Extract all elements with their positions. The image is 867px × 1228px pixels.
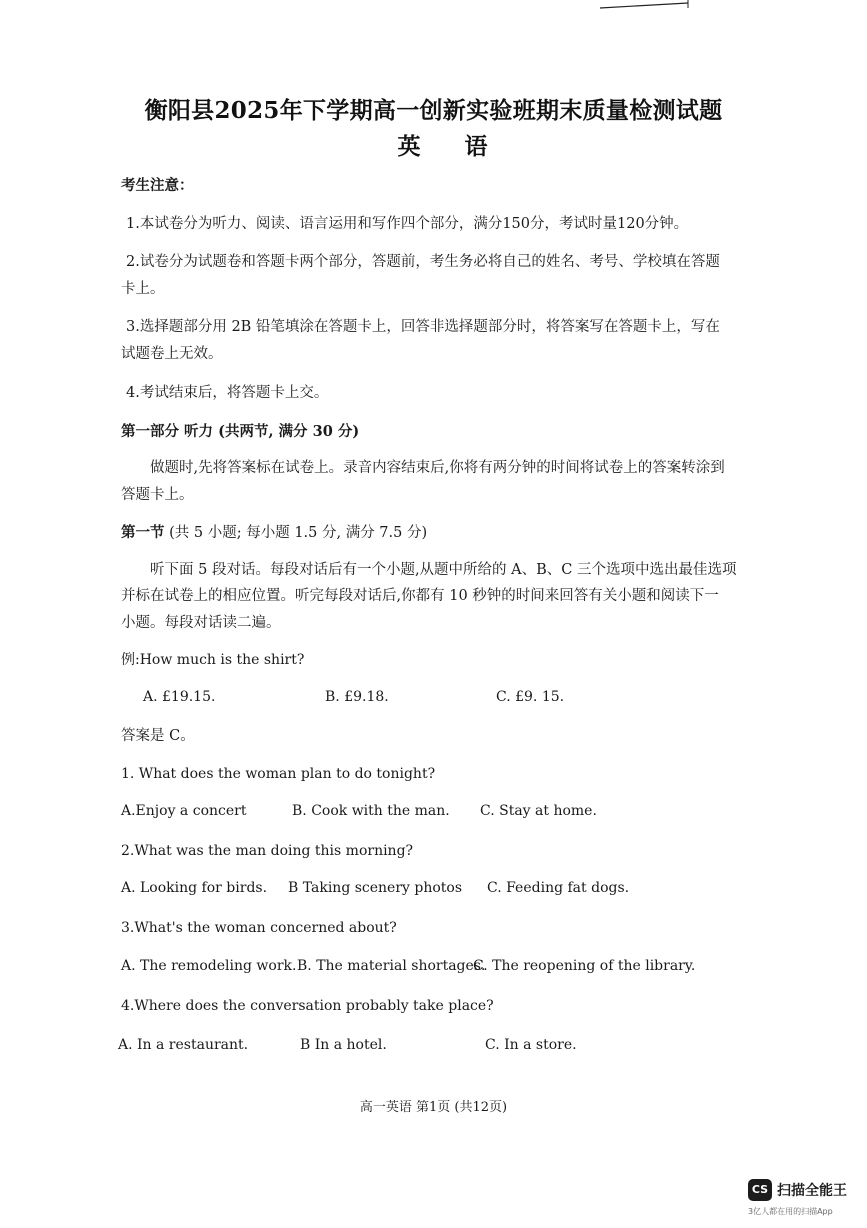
part1-intro: 做题时,先将答案标在试卷上。录音内容结束后,你将有两分钟的时间将试卷上的答案转涂到 bbox=[150, 460, 725, 476]
watermark-app-name: 扫描全能王 bbox=[777, 1183, 847, 1199]
q3-option-c: C. The reopening of the library. bbox=[473, 958, 696, 974]
notice-item: 2.试卷分为试题卷和答题卡两个部分，答题前，考生务必将自己的姓名、考号、学校填在答题 bbox=[126, 254, 720, 270]
q1-option-b: B. Cook with the man. bbox=[292, 803, 450, 819]
part1-intro: 答题卡上。 bbox=[121, 487, 194, 503]
question-1: 1. What does the woman plan to do tonight? bbox=[121, 766, 436, 782]
q3-option-a: A. The remodeling work. bbox=[121, 958, 297, 974]
example-option-b: B. £9.18. bbox=[325, 689, 389, 705]
section1-label: 第一节 bbox=[121, 524, 165, 541]
q4-option-c: C. In a store. bbox=[485, 1037, 577, 1053]
q4-option-a: A. In a restaurant. bbox=[118, 1037, 249, 1053]
part1-heading: 第一部分 听力 (共两节, 满分 30 分) bbox=[121, 423, 360, 440]
example-question: 例:How much is the shirt? bbox=[121, 652, 305, 668]
notice-item: 卡上。 bbox=[121, 281, 165, 297]
question-2: 2.What was the man doing this morning? bbox=[121, 843, 414, 859]
section1-info: (共 5 小题; 每小题 1.5 分, 满分 7.5 分) bbox=[169, 525, 428, 541]
section1-instruction: 小题。每段对话读二遍。 bbox=[121, 615, 281, 631]
q1-option-a: A.Enjoy a concert bbox=[121, 803, 247, 819]
section1-heading bbox=[121, 523, 721, 543]
notice-item: 试题卷上无效。 bbox=[121, 346, 223, 362]
notice-item: 3.选择题部分用 2B 铅笔填涂在答题卡上，回答非选择题部分时，将答案写在答题卡上，写在 bbox=[126, 319, 720, 335]
q2-option-c: C. Feeding fat dogs. bbox=[487, 880, 630, 896]
notice-item: 4.考试结束后，将答题卡上交。 bbox=[126, 385, 329, 401]
example-answer: 答案是 C。 bbox=[121, 728, 195, 744]
section1-instruction: 并标在试卷上的相应位置。听完每段对话后,你都有 10 秒钟的时间来回答有关小题和阅读下一 bbox=[121, 588, 719, 604]
camscanner-logo-icon: CS bbox=[748, 1179, 772, 1201]
q2-option-b: B Taking scenery photos bbox=[288, 880, 463, 896]
subject-title: 英 语 bbox=[397, 133, 506, 160]
section1-instruction: 听下面 5 段对话。每段对话后有一个小题,从题中所给的 A、B、C 三个选项中选出最佳选项 bbox=[150, 562, 737, 578]
question-3: 3.What's the woman concerned about? bbox=[121, 920, 397, 936]
notice-heading: 考生注意： bbox=[121, 177, 194, 194]
example-option-a: A. £19.15. bbox=[143, 689, 216, 705]
watermark-tagline: 3亿人都在用的扫描App bbox=[748, 1207, 833, 1216]
scan-edge-mark bbox=[598, 0, 693, 10]
notice-item: 1.本试卷分为听力、阅读、语言运用和写作四个部分，满分150分，考试时量120分钟。 bbox=[126, 216, 689, 232]
page-footer: 高一英语 第1页 (共12页) bbox=[359, 1100, 508, 1115]
q3-option-b: B. The material shortages. bbox=[297, 958, 486, 974]
q2-option-a: A. Looking for birds. bbox=[121, 880, 268, 896]
q1-option-c: C. Stay at home. bbox=[480, 803, 597, 819]
scanner-watermark bbox=[748, 1178, 858, 1222]
question-4: 4.Where does the conversation probably take place? bbox=[121, 998, 494, 1014]
example-option-c: C. £9. 15. bbox=[496, 689, 565, 705]
exam-title: 衡阳县2025年下学期高一创新实验班期末质量检测试题 bbox=[144, 97, 723, 124]
q4-option-b: B In a hotel. bbox=[300, 1037, 387, 1053]
